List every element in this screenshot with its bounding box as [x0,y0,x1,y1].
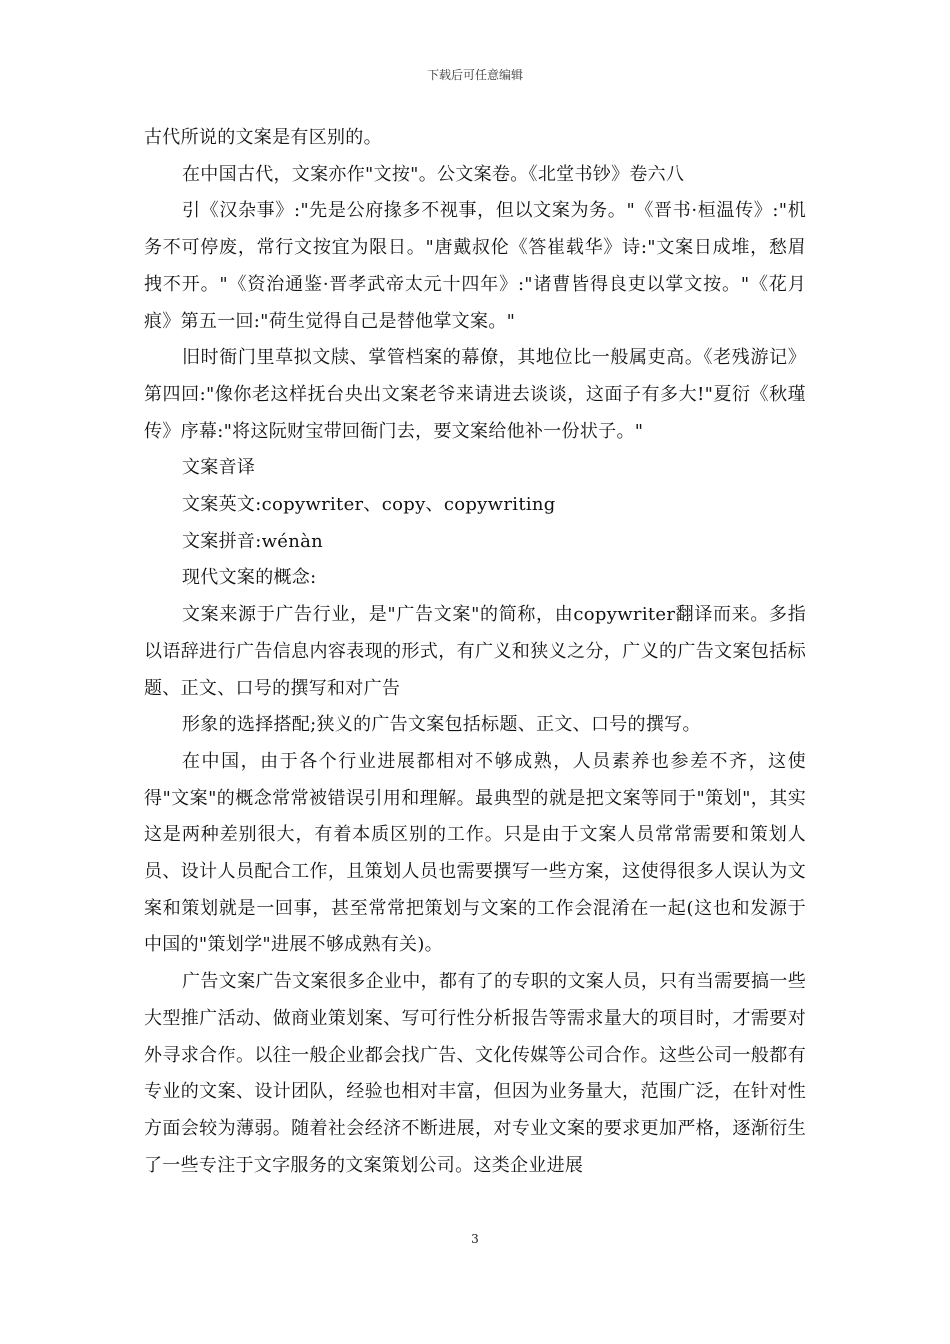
paragraph: 文案来源于广告行业，是"广告文案"的简称，由copywriter翻译而来。多指以语辞进行广告信息内容表现的形式，有广义和狭义之分，广义的广告文案包括标题、正文、口号的撰写和对广告 [144,604,806,699]
paragraph: 文案英文:copywriter、copy、copywriting [182,494,556,516]
paragraph: 古代所说的文案是有区别的。 [144,127,382,148]
paragraph: 现代文案的概念: [182,567,317,589]
paragraph: 在中国，由于各个行业进展都相对不够成熟，人员素养也参差不齐，这使得"文案"的概念常常被错误引用和理解。最典型的就是把文案等同于"策划"，其实这是两种差别很大，有着本质区别的工作。只是由于文案人员常常需要和策划人员、设计人员配合工作，且策划人员也需要撰写一些方案，这使得很多人误认为文案和策划就是一回事，甚至常常把策划与文案的工作会混淆在一起(这也和发源于中国的"策划学"进展不够成熟有关)。 [144,750,806,956]
paragraph: 在中国古代，文案亦作"文按"。公文案卷。《北堂书钞》卷六八 [182,163,685,185]
page-header: 下载后可任意编辑 [426,68,523,82]
document-body [144,120,806,1184]
paragraph: 形象的选择搭配;狭义的广告文案包括标题、正文、口号的撰写。 [182,714,701,736]
paragraph: 旧时衙门里草拟文牍、掌管档案的幕僚，其地位比一般属吏高。《老残游记》第四回:"像你老这样抚台央出文案老爷来请进去谈谈，这面子有多大!"夏衍《秋瑾传》序幕:"将这阮财宝带回衙门去，要文案给他补一份状子。" [144,347,806,442]
paragraph: 引《汉杂事》:"先是公府掾多不视事，但以文案为务。"《晋书·桓温传》:"机务不可停废，常行文按宜为限日。"唐戴叔伦《答崔载华》诗:"文案日成堆，愁眉拽不开。"《资治通鉴·晋孝武帝太元十四年》:"诸曹皆得良吏以掌文按。"《花月痕》第五一回:"荷生觉得自己是替他掌文案。" [144,200,806,332]
paragraph: 文案音译 [182,457,256,479]
paragraph: 广告文案广告文案很多企业中，都有了的专职的文案人员，只有当需要搞一些大型推广活动、做商业策划案、写可行性分析报告等需求量大的项目时，才需要对外寻求合作。以往一般企业都会找广告、文化传媒等公司合作。这些公司一般都有专业的文案、设计团队，经验也相对丰富，但因为业务量大，范围广泛，在针对性方面会较为薄弱。随着社会经济不断进展，对专业文案的要求更加严格，逐渐衍生了一些专注于文字服务的文案策划公司。这类企业进展 [144,971,806,1176]
page-number: 3 [471,1232,479,1246]
paragraph: 文案拼音:wénàn [182,530,324,552]
